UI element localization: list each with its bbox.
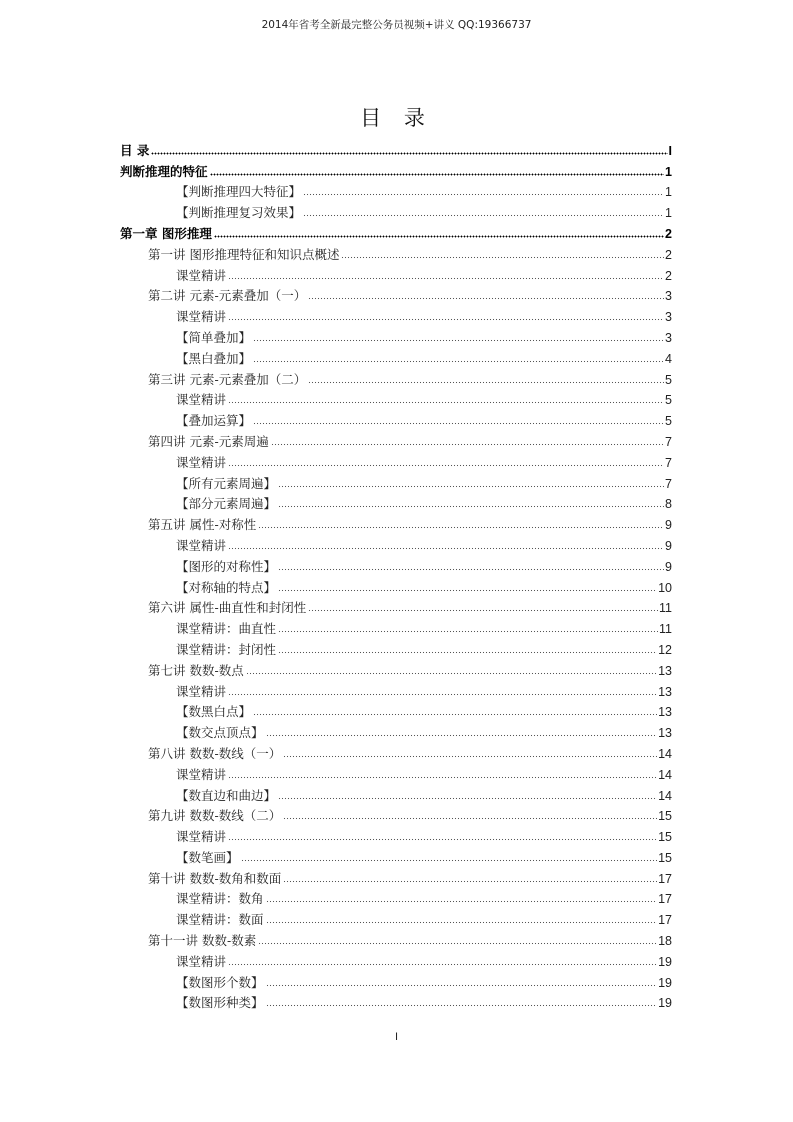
toc-entry-page-number: 2 (665, 268, 672, 283)
toc-entry-lecture[interactable] (120, 284, 672, 305)
toc-entry-lecture[interactable] (120, 928, 672, 949)
dot-leader (228, 318, 664, 321)
dot-leader (253, 339, 664, 342)
dot-leader (258, 942, 657, 945)
dot-leader (278, 651, 657, 654)
toc-entry-page-number: 15 (658, 850, 672, 865)
toc-entry-page-number: 17 (658, 892, 672, 907)
toc-entry-label: 第二讲 元素-元素叠加（一） (148, 288, 307, 304)
toc-entry-label: 课堂精讲 (176, 683, 227, 699)
toc-entry-page-number: 2 (665, 247, 672, 262)
toc-entry-page-number: 7 (665, 434, 672, 449)
dot-leader (278, 568, 664, 571)
dot-leader (308, 609, 658, 612)
toc-entry-page-number: 15 (658, 809, 672, 824)
toc-entry-label: 课堂精讲 (176, 953, 227, 969)
dot-leader (278, 630, 658, 633)
toc-entry-label: 【简单叠加】 (176, 329, 252, 345)
toc-entry-label: 课堂精讲 (176, 829, 227, 845)
toc-entry-section[interactable] (120, 720, 672, 741)
toc-entry-label: 【数图形种类】 (176, 995, 264, 1011)
toc-entry-label: 课堂精讲：数角 (176, 891, 264, 907)
dot-leader (266, 921, 658, 924)
toc-entry-label: 课堂精讲 (176, 766, 227, 782)
page-title: 目 录 (360, 106, 433, 130)
table-of-contents (120, 138, 672, 1011)
dot-leader (303, 214, 664, 217)
toc-entry-section[interactable] (120, 471, 672, 492)
dot-leader (228, 963, 657, 966)
toc-entry-label: 【黑白叠加】 (176, 350, 252, 366)
toc-entry-page-number: 19 (658, 996, 672, 1011)
toc-entry-page-number: 5 (665, 393, 672, 408)
toc-entry-page-number: 13 (658, 726, 672, 741)
toc-entry-section[interactable] (120, 325, 672, 346)
toc-entry-section[interactable] (120, 762, 672, 783)
toc-entry-label: 课堂精讲：封闭性 (176, 641, 277, 657)
toc-entry-label: 课堂精讲：数面 (176, 912, 264, 928)
toc-entry-section[interactable] (120, 346, 672, 367)
dot-leader (228, 838, 657, 841)
toc-entry-section[interactable] (120, 970, 672, 991)
toc-entry-section[interactable] (120, 679, 672, 700)
dot-leader (253, 360, 664, 363)
toc-entry-section[interactable] (120, 949, 672, 970)
toc-entry-label: 第一讲 图形推理特征和知识点概述 (148, 246, 340, 262)
toc-entry-lecture[interactable] (120, 866, 672, 887)
dot-leader (151, 152, 667, 155)
toc-entry-label: 第八讲 数数-数线（一） (148, 745, 282, 761)
toc-entry-page-number: 17 (658, 913, 672, 928)
toc-entry-section[interactable] (120, 575, 672, 596)
toc-entry-label: 目 录 (120, 142, 150, 158)
toc-entry-page-number: 19 (658, 954, 672, 969)
toc-entry-section[interactable] (120, 887, 672, 908)
toc-entry-page-number: 14 (658, 788, 672, 803)
toc-entry-section[interactable] (120, 492, 672, 513)
header-divider (118, 33, 675, 34)
toc-entry-label: 第九讲 数数-数线（二） (148, 808, 282, 824)
toc-entry-label: 【所有元素周遍】 (176, 475, 277, 491)
toc-entry-section[interactable] (120, 304, 672, 325)
toc-entry-lecture[interactable] (120, 596, 672, 617)
toc-entry-page-number: 13 (658, 663, 672, 678)
toc-entry-lecture[interactable] (120, 242, 672, 263)
toc-entry-section[interactable] (120, 554, 672, 575)
dot-leader (271, 443, 664, 446)
dot-leader (214, 235, 664, 238)
toc-entry-page-number: 7 (665, 476, 672, 491)
toc-entry-chapter[interactable] (120, 221, 672, 242)
dot-leader (228, 401, 664, 404)
toc-entry-section[interactable] (120, 700, 672, 721)
dot-leader (228, 776, 657, 779)
dot-leader (253, 422, 664, 425)
toc-entry-label: 【叠加运算】 (176, 413, 252, 429)
toc-entry-label: 第六讲 属性-曲直性和封闭性 (148, 600, 307, 616)
toc-entry-page-number: 3 (665, 310, 672, 325)
dot-leader (341, 256, 664, 259)
toc-entry-lecture[interactable] (120, 512, 672, 533)
toc-entry-page-number: 15 (658, 830, 672, 845)
toc-entry-page-number: I (668, 143, 672, 158)
toc-entry-section[interactable] (120, 450, 672, 471)
toc-entry-page-number: 8 (665, 497, 672, 512)
toc-entry-page-number: 14 (658, 767, 672, 782)
dot-leader (210, 173, 665, 176)
dot-leader (258, 526, 664, 529)
toc-entry-page-number: 13 (658, 705, 672, 720)
toc-entry-lecture[interactable] (120, 741, 672, 762)
dot-leader (278, 485, 664, 488)
toc-entry-section[interactable] (120, 616, 672, 637)
toc-entry-section[interactable] (120, 263, 672, 284)
dot-leader (303, 193, 664, 196)
dot-leader (241, 859, 658, 862)
toc-entry-section[interactable] (120, 991, 672, 1012)
toc-entry-section[interactable] (120, 845, 672, 866)
toc-entry-label: 【对称轴的特点】 (176, 579, 277, 595)
toc-entry-label: 【数笔画】 (176, 849, 239, 865)
toc-entry-page-number: 1 (665, 206, 672, 221)
toc-entry-label: 第十一讲 数数-数素 (148, 933, 257, 949)
dot-leader (246, 672, 657, 675)
toc-entry-page-number: 1 (665, 164, 672, 179)
toc-entry-label: 第五讲 属性-对称性 (148, 517, 257, 533)
toc-entry-label: 判断推理的特征 (120, 163, 208, 179)
toc-entry-label: 课堂精讲：曲直性 (176, 621, 277, 637)
toc-entry-page-number: 17 (658, 871, 672, 886)
toc-entry-page-number: 5 (665, 414, 672, 429)
toc-entry-label: 【图形的对称性】 (176, 558, 277, 574)
toc-entry-label: 课堂精讲 (176, 537, 227, 553)
toc-entry-label: 第十讲 数数-数角和数面 (148, 870, 282, 886)
toc-entry-page-number: 9 (665, 538, 672, 553)
toc-entry-label: 【数图形个数】 (176, 974, 264, 990)
toc-entry-page-number: 1 (665, 185, 672, 200)
toc-entry-page-number: 3 (665, 330, 672, 345)
toc-entry-page-number: 19 (658, 975, 672, 990)
toc-entry-label: 课堂精讲 (176, 454, 227, 470)
toc-entry-page-number: 7 (665, 455, 672, 470)
toc-entry-page-number: 11 (659, 601, 672, 616)
toc-entry-label: 【判断推理复习效果】 (176, 205, 302, 221)
page-header: 2014年省考全新最完整公务员视频+讲义 QQ:19366737 (261, 19, 532, 31)
toc-entry-page-number: 10 (658, 580, 672, 595)
dot-leader (228, 547, 664, 550)
toc-entry-page-number: 12 (658, 642, 672, 657)
toc-entry-section[interactable] (120, 533, 672, 554)
toc-entry-chapter[interactable] (120, 138, 672, 159)
toc-entry-section[interactable] (120, 907, 672, 928)
toc-entry-chapter[interactable] (120, 159, 672, 180)
toc-entry-label: 第七讲 数数-数点 (148, 662, 244, 678)
toc-entry-label: 课堂精讲 (176, 309, 227, 325)
dot-leader (278, 797, 657, 800)
toc-entry-section[interactable] (120, 783, 672, 804)
toc-entry-section[interactable] (120, 824, 672, 845)
toc-entry-label: 【判断推理四大特征】 (176, 184, 302, 200)
dot-leader (253, 713, 657, 716)
toc-entry-lecture[interactable] (120, 658, 672, 679)
toc-entry-section[interactable] (120, 180, 672, 201)
toc-entry-page-number: 13 (658, 684, 672, 699)
dot-leader (283, 817, 657, 820)
toc-entry-page-number: 4 (665, 351, 672, 366)
toc-entry-page-number: 5 (665, 372, 672, 387)
page-number: I (394, 1031, 399, 1043)
dot-leader (308, 381, 664, 384)
dot-leader (278, 505, 664, 508)
dot-leader (228, 277, 664, 280)
toc-entry-section[interactable] (120, 637, 672, 658)
toc-entry-label: 第四讲 元素-元素周遍 (148, 433, 269, 449)
toc-entry-label: 【数直边和曲边】 (176, 787, 277, 803)
toc-entry-page-number: 9 (665, 559, 672, 574)
toc-entry-page-number: 11 (659, 622, 672, 637)
dot-leader (266, 984, 658, 987)
toc-entry-label: 第三讲 元素-元素叠加（二） (148, 371, 307, 387)
dot-leader (266, 900, 658, 903)
dot-leader (278, 589, 657, 592)
toc-entry-section[interactable] (120, 388, 672, 409)
toc-entry-page-number: 2 (665, 226, 672, 241)
dot-leader (228, 693, 657, 696)
toc-entry-page-number: 3 (665, 289, 672, 304)
dot-leader (228, 464, 664, 467)
toc-entry-label: 【部分元素周遍】 (176, 496, 277, 512)
toc-entry-label: 课堂精讲 (176, 267, 227, 283)
toc-entry-page-number: 9 (665, 518, 672, 533)
toc-entry-label: 第一章 图形推理 (120, 225, 212, 241)
toc-entry-section[interactable] (120, 408, 672, 429)
toc-entry-label: 课堂精讲 (176, 392, 227, 408)
toc-entry-label: 【数交点顶点】 (176, 725, 264, 741)
toc-entry-lecture[interactable] (120, 429, 672, 450)
toc-entry-lecture[interactable] (120, 804, 672, 825)
dot-leader (308, 297, 664, 300)
dot-leader (283, 880, 657, 883)
toc-entry-section[interactable] (120, 200, 672, 221)
toc-entry-lecture[interactable] (120, 367, 672, 388)
toc-entry-page-number: 14 (658, 746, 672, 761)
dot-leader (266, 734, 658, 737)
dot-leader (266, 1004, 658, 1007)
toc-entry-label: 【数黑白点】 (176, 704, 252, 720)
dot-leader (283, 755, 657, 758)
toc-entry-page-number: 18 (658, 934, 672, 949)
